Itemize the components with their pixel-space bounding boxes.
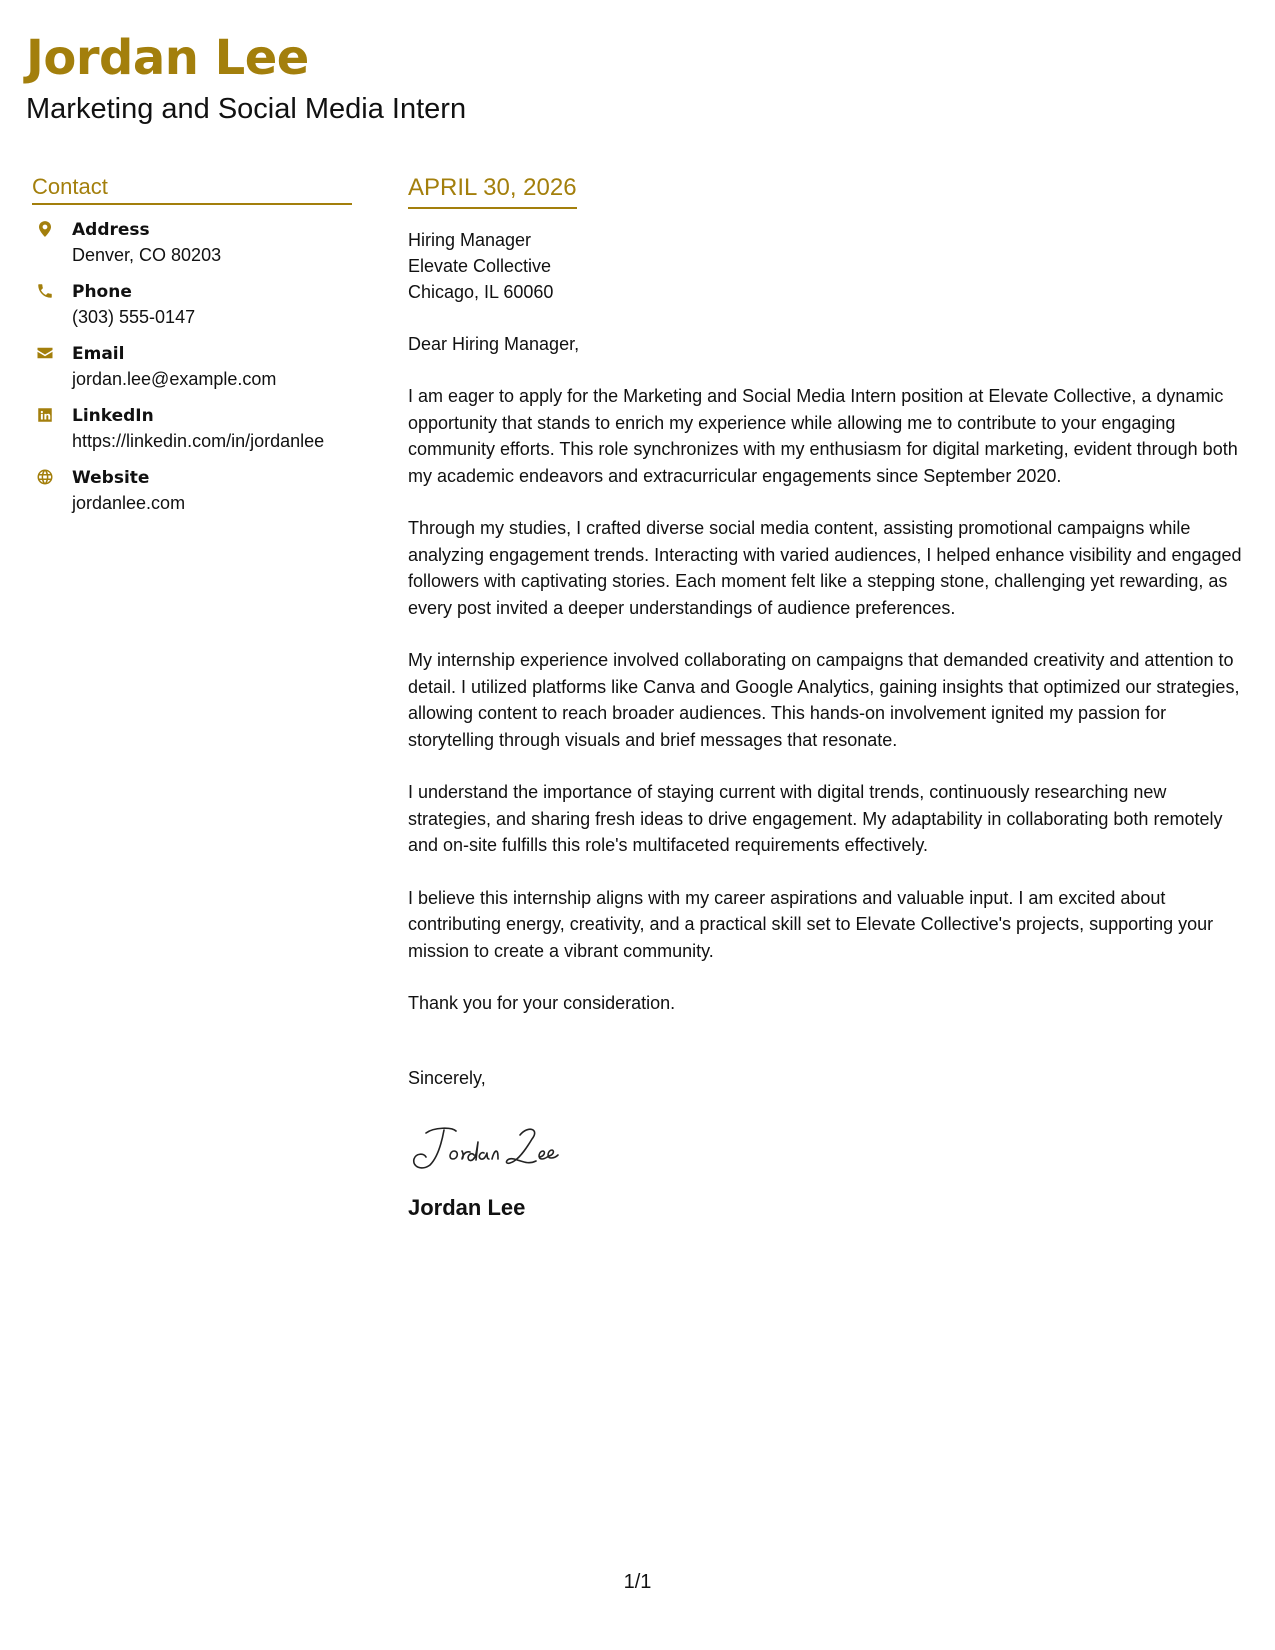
linkedin-value[interactable]: https://linkedin.com/in/jordanlee: [72, 431, 325, 452]
recipient-line: Hiring Manager: [408, 229, 532, 250]
handwritten-signature: [408, 1121, 588, 1173]
letter-paragraph: I believe this internship aligns with my career aspirations and valuable input. I am excited about contributing energy, creativity, and a practical skill set to Elevate Collective's projects, supporting your mission to create a vibrant community.: [408, 887, 1214, 961]
contact-heading: Contact: [32, 174, 352, 205]
letter-paragraph: I am eager to apply for the Marketing and Social Media Intern position at Elevate Collective, a dynamic opportunity that stands to enrich my experience while allowing me to contribute to your engaging community efforts. This role synchronizes with my enthusiasm for digital marketing, evident through both my academic endeavors and extracurricular engagements since September 2020.: [408, 386, 1238, 486]
contact-item-website: [32, 465, 352, 515]
website-value[interactable]: jordanlee.com: [72, 493, 186, 514]
letter-paragraph: Thank you for your consideration.: [408, 993, 676, 1014]
header-job-title: Marketing and Social Media Intern: [26, 93, 467, 125]
signer-name: Jordan Lee: [408, 1194, 526, 1220]
closing: Sincerely,: [408, 1067, 486, 1088]
map-pin-icon: [34, 218, 56, 240]
letter-paragraph: My internship experience involved collaborating on campaigns that demanded creativity and attention to detail. I utilized platforms like Canva and Google Analytics, gaining insights that optimized our strategies, allowing content to reach broader audiences. This hands-on involvement ignited my passion for storytelling through visuals and brief messages that resonate.: [408, 650, 1240, 750]
letter-date: APRIL 30, 2026: [408, 174, 577, 209]
contact-item-email: [32, 341, 352, 391]
contact-label: Address: [72, 220, 150, 241]
contact-label: Phone: [72, 282, 132, 303]
envelope-icon: [34, 342, 56, 364]
contact-item-phone: [32, 279, 352, 329]
header-name: Jordan Lee: [26, 30, 309, 86]
contact-label: Website: [72, 468, 150, 489]
phone-icon: [34, 280, 56, 302]
recipient-block: [408, 227, 1248, 305]
letter-paragraph: Through my studies, I crafted diverse social media content, assisting promotional campaigns while analyzing engagement trends. Interacting with varied audiences, I helped enhance visibility and engaged followers with captivating stories. Each moment felt like a stepping stone, challenging yet rewarding, as every post invited a deeper understandings of audience preferences.: [408, 518, 1242, 618]
letter-body: [408, 174, 1248, 1221]
linkedin-icon: [34, 404, 56, 426]
address-value: Denver, CO 80203: [72, 245, 222, 266]
globe-icon: [34, 466, 56, 488]
recipient-line: Chicago, IL 60060: [408, 281, 554, 302]
contact-item-linkedin: [32, 403, 352, 453]
contact-label: Email: [72, 344, 125, 365]
recipient-line: Elevate Collective: [408, 255, 552, 276]
phone-value: (303) 555-0147: [72, 307, 196, 328]
contact-item-address: [32, 217, 352, 267]
contact-label: LinkedIn: [72, 406, 154, 427]
contact-sidebar: [32, 174, 352, 527]
salutation: Dear Hiring Manager,: [408, 333, 580, 354]
email-value[interactable]: jordan.lee@example.com: [72, 369, 277, 390]
letter-paragraph: I understand the importance of staying current with digital trends, continuously researching new strategies, and sharing fresh ideas to drive engagement. My adaptability in collaborating both remotely and on-site fulfills this role's multifaceted requirements effectively.: [408, 782, 1223, 856]
page-number: 1/1: [623, 1571, 652, 1593]
